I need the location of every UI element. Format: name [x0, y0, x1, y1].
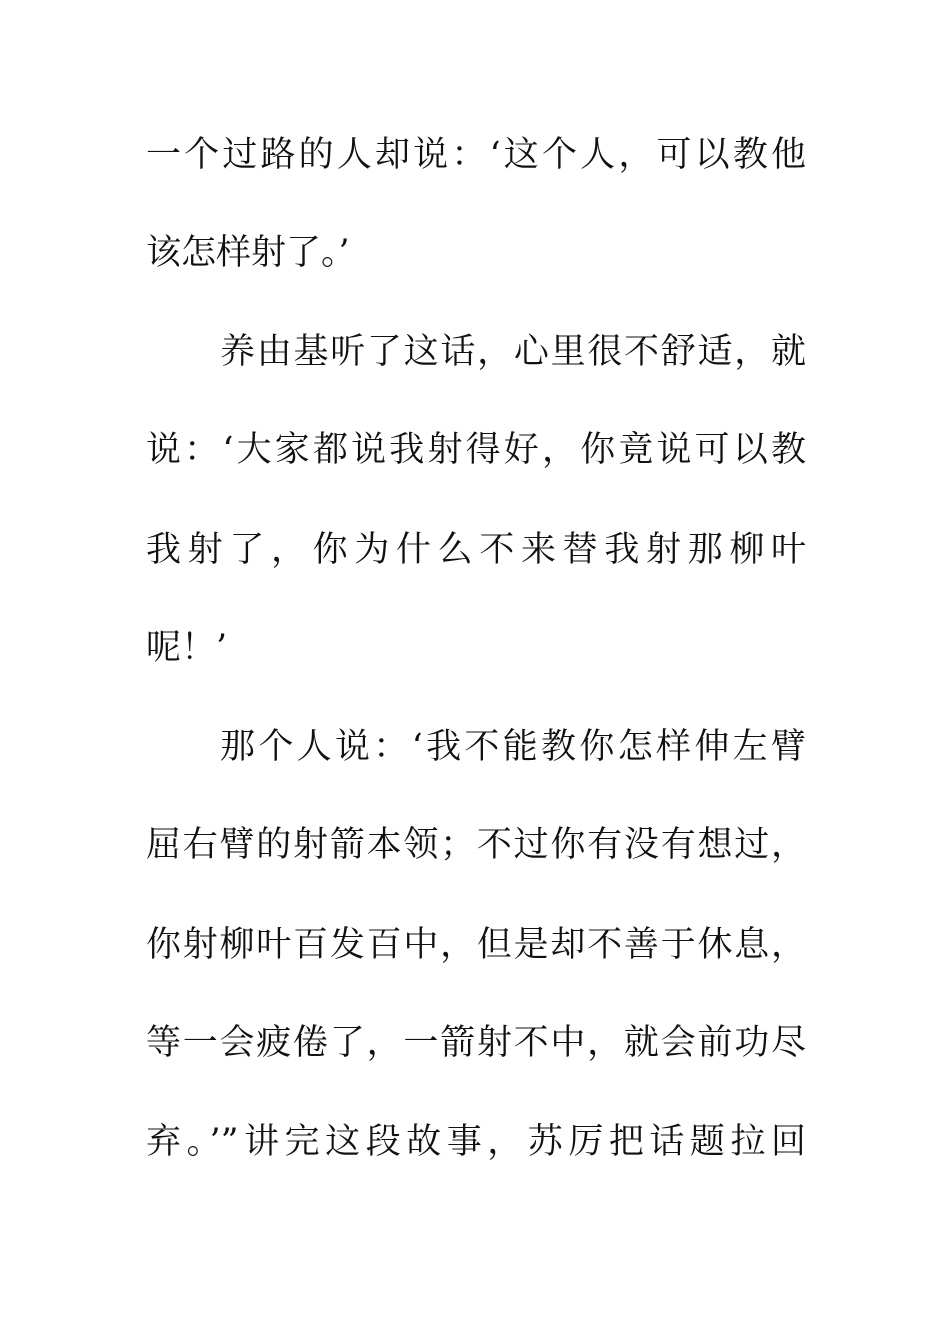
text-line-2: 该怎样射了。’ — [146, 233, 350, 273]
text-line-9: 你射柳叶百发百中，但是却不善于休息， — [146, 925, 806, 965]
text-line-7: 那个人说：‘我不能教你怎样伸左臂 — [220, 727, 806, 767]
text-line-3: 养由基听了这话，心里很不舒适，就 — [220, 332, 806, 372]
text-line-1: 一个过路的人却说：‘这个人，可以教他 — [146, 135, 806, 175]
text-line-10: 等一会疲倦了，一箭射不中，就会前功尽 — [146, 1023, 806, 1063]
text-line-5: 我射了，你为什么不来替我射那柳叶 — [146, 530, 806, 570]
text-line-11: 弃。’”讲完这段故事，苏厉把话题拉回 — [146, 1122, 806, 1162]
text-line-6: 呢！’ — [146, 628, 228, 668]
text-line-8: 屈右臂的射箭本领；不过你有没有想过， — [146, 825, 806, 865]
text-line-4: 说：‘大家都说我射得好，你竟说可以教 — [146, 430, 806, 470]
